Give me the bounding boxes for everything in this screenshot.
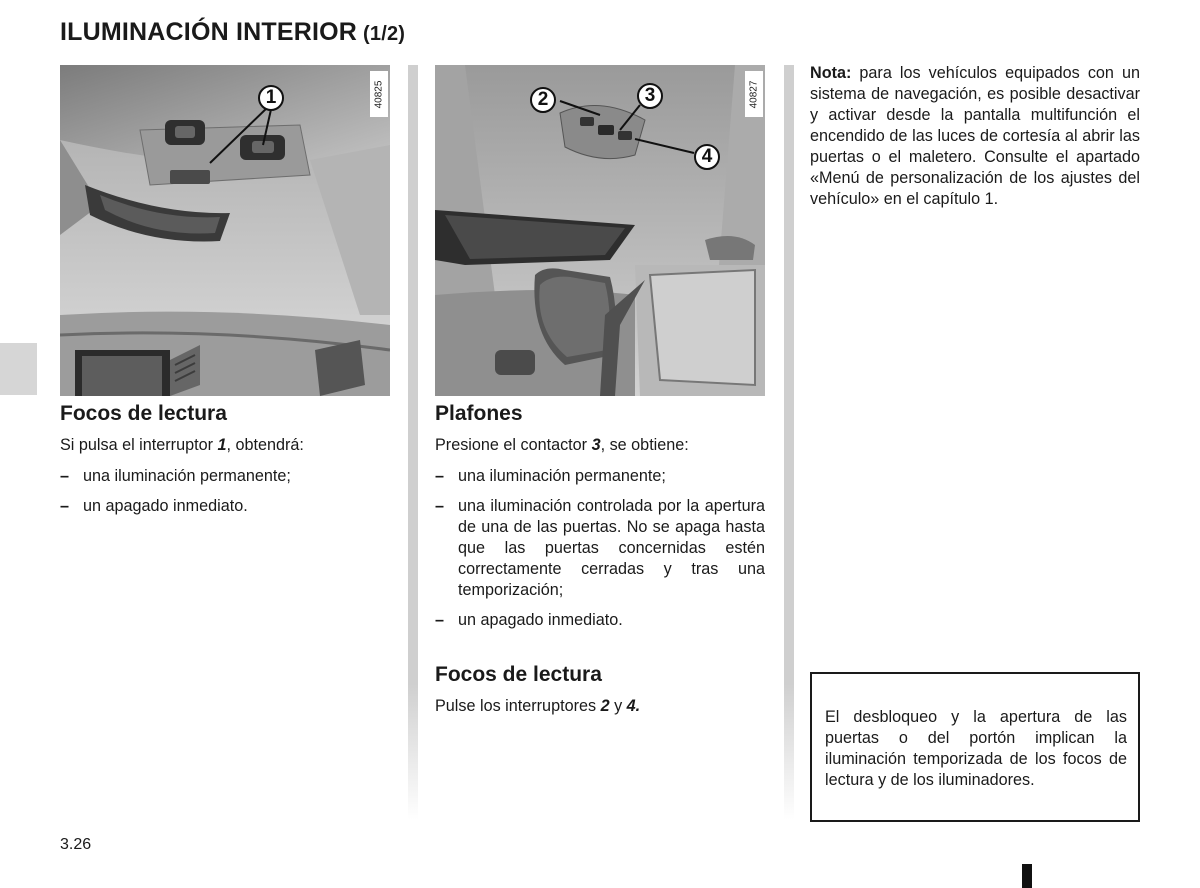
reading-lights-options-list [60, 466, 390, 526]
note-label: Nota: [810, 64, 852, 82]
page-number: 3.26 [60, 836, 92, 853]
note-paragraph: Nota: para los vehículos equipados con un sistema de navegación, es posible desactivar y activar desde la pantalla multifunción el encendido de las luces de cortesía al abrir las puertas o el maletero. Consulte el apartado «Menú de personalización de los ajustes del vehículo» en el capítulo 1. [810, 64, 1140, 208]
list-item: – un apagado inmediato. [60, 496, 390, 517]
page-edge-marker [1022, 864, 1032, 888]
page-title-text: ILUMINACIÓN INTERIOR [60, 18, 358, 46]
switches-text: Pulse los interruptores 2 y 4. [435, 697, 641, 715]
figure-reference: 40827 [745, 71, 763, 117]
intro-text: Si pulsa el interruptor 1, obtendrá: [60, 436, 304, 454]
callout-3: 3 [637, 83, 663, 109]
info-box [810, 672, 1140, 822]
section-heading-ceiling-lights: Plafones [435, 402, 523, 425]
list-item: – una iluminación permanente; [60, 466, 390, 487]
ceiling-lights-options-list [435, 466, 765, 640]
figure-reading-lights [60, 65, 390, 396]
list-item: – una iluminación permanente; [435, 466, 765, 487]
figure-ceiling-lights [435, 65, 765, 396]
section-heading-reading-lights: Focos de lectura [60, 402, 227, 425]
info-box-text: El desbloqueo y la apertura de las puertas o del portón implican la iluminación temporizada de los focos de lectura y de los iluminadores. [825, 708, 1127, 789]
callout-1: 1 [258, 85, 284, 111]
page-title-part: (1/2) [363, 23, 406, 45]
column-divider [408, 65, 418, 820]
callout-2: 2 [530, 87, 556, 113]
list-item: – una iluminación controlada por la apertura de una de las puertas. No se apaga hasta que las puertas concernidas estén correctamente cerradas y tras una temporización; [435, 496, 765, 601]
page-title [60, 18, 405, 47]
chapter-tab [0, 343, 37, 395]
list-item: – un apagado inmediato. [435, 610, 765, 631]
figure-reference: 40825 [370, 71, 388, 117]
column-divider [784, 65, 794, 820]
intro-text: Presione el contactor 3, se obtiene: [435, 436, 689, 454]
car-front-interior-illustration [60, 65, 390, 396]
section-heading-reading-lights-rear: Focos de lectura [435, 663, 602, 686]
callout-4: 4 [694, 144, 720, 170]
car-rear-interior-illustration [435, 65, 765, 396]
